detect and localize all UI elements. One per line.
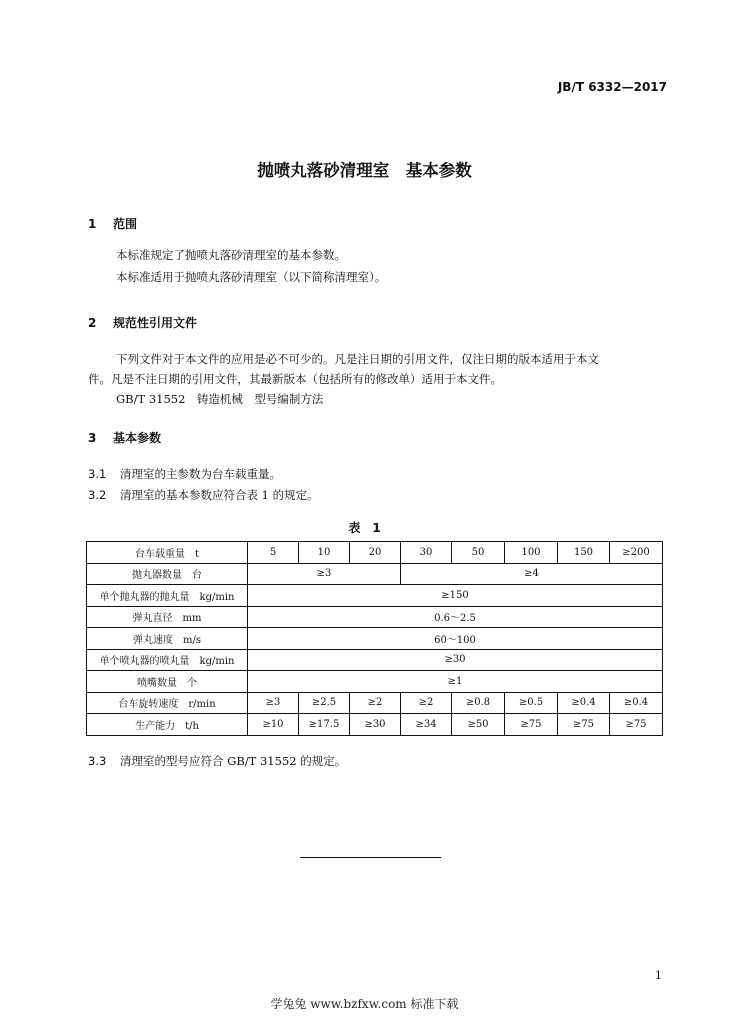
table-cell: ≥50 [452,714,505,736]
clause-number: 3.1 [88,467,107,481]
clause-number: 3.3 [88,754,107,768]
clause-3-2 [88,487,319,503]
section-number: 2 [88,316,97,330]
section-title: 范围 [113,217,138,231]
table-cell: 30 [401,542,452,564]
section-1-paragraph-2: 本标准适用于抛喷丸落砂清理室（以下简称清理室）。 [116,270,387,284]
clause-3-3 [88,753,346,769]
section-number: 3 [88,431,97,445]
table-cell: ≥75 [505,714,558,736]
row-label: 喷嘴数量 个 [87,671,248,693]
section-2-paragraph-1: 下列文件对于本文件的应用是必不可少的。凡是注日期的引用文件，仅注日期的版本适用于本文 [116,352,599,366]
table-row-blast-rate [87,585,663,607]
clause-text: 清理室的基本参数应符合表 1 的规定。 [120,488,319,502]
table-cell: ≥75 [558,714,610,736]
table-row-production-capacity [87,714,663,736]
clause-text: 清理室的主参数为台车载重量。 [120,467,281,481]
table-cell: ≥34 [401,714,452,736]
table-cell: ≥0.4 [610,692,663,714]
table-cell: ≥4 [401,563,663,585]
section-2-paragraph-2: 件。凡是不注日期的引用文件，其最新版本（包括所有的修改单）适用于本文件。 [88,372,502,386]
row-label: 弹丸直径 mm [87,606,248,628]
table-row-shot-diameter [87,606,663,628]
row-label: 台车旋转速度 r/min [87,692,248,714]
section-3-heading [88,429,161,446]
section-title: 规范性引用文件 [113,316,198,330]
row-label: 抛丸器数量 台 [87,563,248,585]
clause-number: 3.2 [88,488,107,502]
table-row-rotation-speed [87,692,663,714]
table-cell: 50 [452,542,505,564]
watermark: 学兔兔 www.bzfxw.com 标准下载 [270,997,459,1011]
table-cell: 100 [505,542,558,564]
table-row-shot-speed [87,628,663,650]
section-1-heading [88,215,137,232]
table-row-load-capacity [87,542,663,564]
table-cell: 10 [299,542,350,564]
table-cell: ≥0.4 [558,692,610,714]
table-cell: ≥30 [248,649,663,671]
table-cell: ≥2 [350,692,401,714]
table-cell: ≥3 [248,692,299,714]
parameter-table [86,541,663,736]
table-cell: ≥0.8 [452,692,505,714]
row-label: 生产能力 t/h [87,714,248,736]
table-cell: 0.6～2.5 [248,606,663,628]
document-title: 抛喷丸落砂清理室 基本参数 [257,161,472,180]
table-cell: 5 [248,542,299,564]
section-2-reference: GB/T 31552 铸造机械 型号编制方法 [116,392,324,406]
table-cell: ≥1 [248,671,663,693]
row-label: 单个抛丸器的抛丸量 kg/min [87,585,248,607]
row-label: 弹丸速度 m/s [87,628,248,650]
section-2-heading [88,314,197,331]
end-rule [300,857,441,858]
table-cell: ≥2.5 [299,692,350,714]
table-caption: 表 1 [348,521,381,535]
table-cell: 20 [350,542,401,564]
table-cell: ≥75 [610,714,663,736]
table-cell: 150 [558,542,610,564]
section-1-paragraph-1: 本标准规定了抛喷丸落砂清理室的基本参数。 [116,248,346,262]
table-cell: 60～100 [248,628,663,650]
table-cell: ≥2 [401,692,452,714]
row-label: 台车载重量 t [87,542,248,564]
section-title: 基本参数 [113,431,162,445]
table-cell: ≥150 [248,585,663,607]
table-cell: ≥200 [610,542,663,564]
clause-3-1 [88,466,281,482]
table-cell: ≥17.5 [299,714,350,736]
section-number: 1 [88,217,97,231]
standard-code: JB/T 6332—2017 [557,80,667,94]
table-row-spray-rate [87,649,663,671]
table-cell: ≥0.5 [505,692,558,714]
table-row-blaster-count [87,563,663,585]
clause-text: 清理室的型号应符合 GB/T 31552 的规定。 [120,754,347,768]
table-cell: ≥10 [248,714,299,736]
row-label: 单个喷丸器的喷丸量 kg/min [87,649,248,671]
table-row-nozzle-count [87,671,663,693]
table-cell: ≥30 [350,714,401,736]
table-cell: ≥3 [248,563,401,585]
page-number: 1 [655,969,662,982]
